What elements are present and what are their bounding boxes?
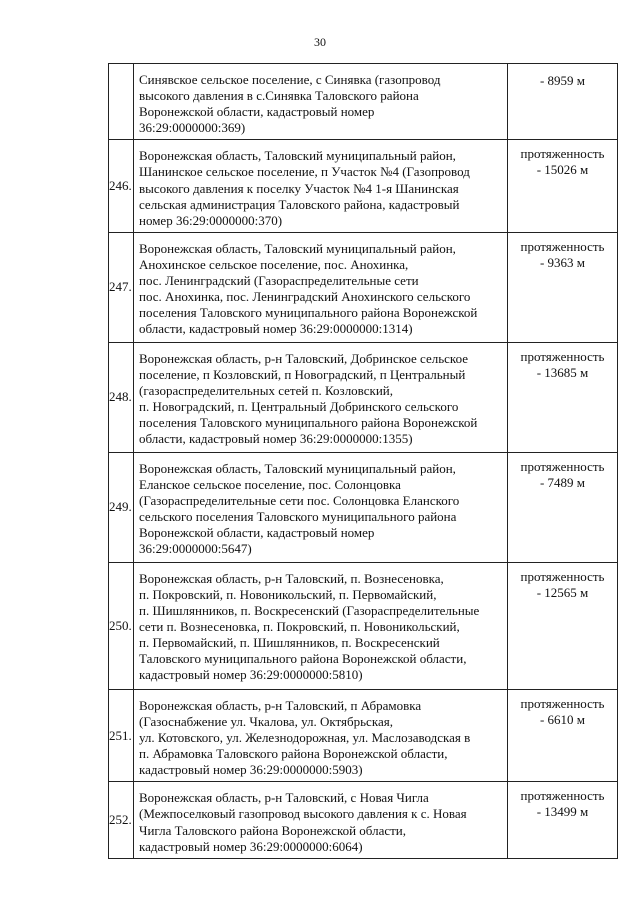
table-row [109, 140, 618, 232]
table-row [109, 64, 618, 140]
description-line: Таловского муниципального района Воронежской области, [139, 651, 467, 667]
table-row [109, 562, 618, 689]
description-line: п. Новоградский, п. Центральный Добринского сельского [139, 399, 459, 415]
table-row [109, 232, 618, 342]
length-value: - 7489 м [539, 474, 586, 490]
description-line: кадастровый номер 36:29:0000000:5903) [139, 762, 363, 778]
length-cell [508, 140, 618, 232]
description-line: Шанинское сельское поселение, п Участок №4 (Газопровод [139, 164, 470, 180]
description-line: п. Покровский, п. Новоникольский, п. Первомайский, [139, 586, 437, 602]
row-number [109, 64, 134, 140]
length-cell [508, 689, 618, 781]
row-number: 249. [109, 452, 134, 562]
description-line: 36:29:0000000:369) [139, 120, 246, 136]
page-number: 30 [314, 35, 326, 49]
length-label: протяженность [520, 146, 605, 162]
description-line: Воронежская область, р-н Таловский, п Абрамовка [139, 697, 422, 713]
row-number: 250. [109, 562, 134, 689]
row-number: 248. [109, 342, 134, 452]
description-line: сельская администрация Таловского района, кадастровый [139, 196, 460, 212]
description-line: сельского поселения Таловского муниципального района [139, 509, 457, 525]
description-line: пос. Ленинградский (Газораспределительные сети [139, 273, 419, 289]
description-line: Воронежская область, Таловский муниципальный район, [139, 240, 456, 256]
description-line: (Газоснабжение ул. Чкалова, ул. Октябрьская, [139, 713, 393, 729]
description-line: Воронежской области, кадастровый номер [139, 525, 375, 541]
length-cell [508, 232, 618, 342]
length-label: протяженность [520, 458, 605, 474]
length-cell [508, 562, 618, 689]
length-label: протяженность [520, 348, 605, 364]
object-description [134, 342, 508, 452]
description-line: Анохинское сельское поселение, пос. Анохинка, [139, 256, 409, 272]
description-line: (Межпоселковый газопровод высокого давления к с. Новая [139, 806, 467, 822]
length-value: - 13685 м [536, 364, 589, 380]
description-line: (Газораспределительные сети пос. Солонцовка Еланского [139, 493, 460, 509]
description-line: высокого давления к поселку Участок №4 1-я Шанинская [139, 180, 459, 196]
object-description [134, 782, 508, 858]
row-number: 246. [109, 140, 134, 232]
length-cell [508, 452, 618, 562]
object-description [134, 64, 508, 140]
description-line: области, кадастровый номер 36:29:0000000:1355) [139, 431, 413, 447]
object-description [134, 232, 508, 342]
row-number: 252. [109, 782, 134, 858]
description-line: 36:29:0000000:5647) [139, 541, 252, 557]
object-description [134, 140, 508, 232]
row-number: 251. [109, 689, 134, 781]
length-cell [508, 342, 618, 452]
table-row [109, 452, 618, 562]
length-cell [508, 782, 618, 858]
object-description [134, 689, 508, 781]
description-line: Воронежская область, р-н Таловский, Добринское сельское [139, 350, 469, 366]
description-line: поселения Таловского муниципального района Воронежской [139, 305, 478, 321]
length-value: - 8959 м [539, 73, 586, 88]
length-value: - 6610 м [539, 711, 586, 727]
description-line: Чигла Таловского района Воронежской области, [139, 822, 407, 838]
description-line: высокого давления в с.Синявка Таловского района [139, 88, 419, 104]
description-line: Воронежской области, кадастровый номер [139, 104, 375, 120]
description-line: пос. Анохинка, пос. Ленинградский Анохинского сельского [139, 289, 471, 305]
description-line: сети п. Вознесеновка, п. Покровский, п. Новоникольский, [139, 619, 460, 635]
description-line: Синявское сельское поселение, с Синявка (газопровод [139, 72, 441, 87]
description-line: поселение, п Козловский, п Новоградский, п Центральный [139, 366, 466, 382]
table-row [109, 342, 618, 452]
length-value: - 9363 м [539, 254, 586, 270]
description-line: ул. Котовского, ул. Железнодорожная, ул. Маслозаводская в [139, 730, 471, 746]
description-line: п. Шишлянников, п. Воскресенский (Газораспределительные [139, 603, 480, 619]
length-value: - 13499 м [536, 804, 589, 820]
description-line: поселения Таловского муниципального района Воронежской [139, 415, 478, 431]
length-label: протяженность [520, 695, 605, 711]
description-line: кадастровый номер 36:29:0000000:5810) [139, 667, 363, 683]
description-line: п. Первомайский, п. Шишлянников, п. Воскресенский [139, 635, 440, 651]
gas-pipeline-table [108, 63, 618, 859]
description-line: Воронежская область, Таловский муниципальный район, [139, 148, 456, 164]
length-value: - 12565 м [536, 584, 589, 600]
table-row [109, 782, 618, 858]
description-line: Воронежская область, р-н Таловский, с Новая Чигла [139, 790, 429, 806]
table-row [109, 689, 618, 781]
description-line: Воронежская область, р-н Таловский, п. Вознесеновка, [139, 570, 444, 586]
length-cell [508, 64, 618, 140]
description-line: Еланское сельское поселение, пос. Солонцовка [139, 476, 401, 492]
description-line: кадастровый номер 36:29:0000000:6064) [139, 838, 363, 854]
description-line: (газораспределительных сетей п. Козловский, [139, 383, 393, 399]
length-label: протяженность [520, 238, 605, 254]
length-label: протяженность [520, 568, 605, 584]
length-value: - 15026 м [536, 162, 589, 178]
row-number: 247. [109, 232, 134, 342]
object-description [134, 452, 508, 562]
description-line: Воронежская область, Таловский муниципальный район, [139, 460, 456, 476]
description-line: номер 36:29:0000000:370) [139, 212, 283, 228]
description-line: области, кадастровый номер 36:29:0000000:1314) [139, 321, 413, 337]
object-description [134, 562, 508, 689]
length-label: протяженность [520, 788, 605, 804]
description-line: п. Абрамовка Таловского района Воронежской области, [139, 746, 448, 762]
